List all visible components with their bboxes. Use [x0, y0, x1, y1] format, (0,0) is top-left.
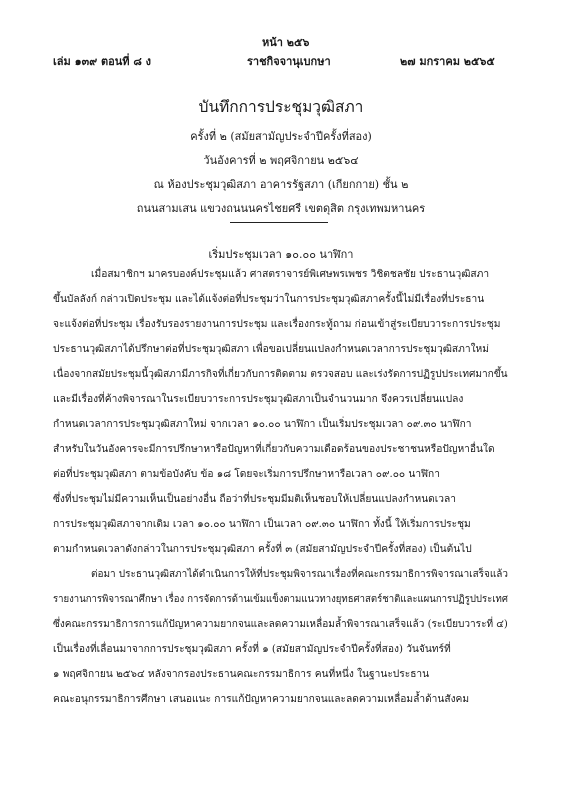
gazette-date: ๒๗ มกราคม ๒๕๖๕: [400, 55, 495, 68]
meeting-venue: ณ ห้องประชุมวุฒิสภา อาคารรัฐสภา (เกียกกาย) ชั้น ๒: [153, 178, 409, 191]
gazette-volume: เล่ม ๑๓๙ ตอนที่ ๘ ง: [53, 55, 152, 68]
paragraph-line: ซึ่งคณะกรรมาธิการการแก้ปัญหาความยากจนและลดความเหลื่อมล้ำพิจารณาเสร็จแล้ว (ระเบียบวาระที่ ๔): [53, 619, 508, 630]
meeting-date: วันอังคารที่ ๒ พฤศจิกายน ๒๕๖๔: [203, 154, 359, 167]
paragraph-line: ตามกำหนดเวลาดังกล่าวในการประชุมวุฒิสภา ครั้งที่ ๓ (สมัยสามัญประจำปีครั้งที่สอง) เป็นต้นไป: [53, 544, 472, 555]
session-line: ครั้งที่ ๒ (สมัยสามัญประจำปีครั้งที่สอง): [190, 130, 372, 143]
paragraph-line: การประชุมวุฒิสภาจากเดิม เวลา ๑๐.๐๐ นาฬิกา เป็นเวลา ๐๙.๓๐ นาฬิกา ทั้งนี้ ให้เริ่มการประชุม: [53, 519, 471, 530]
paragraph-line: สำหรับในวันอังคารจะมีการปรึกษาหารือปัญหาที่เกี่ยวกับความเดือดร้อนของประชาชนหรือปัญหาอื่นใด: [53, 444, 495, 455]
paragraph-line: ต่อที่ประชุมวุฒิสภา ตามข้อบังคับ ข้อ ๑๘ โดยจะเริ่มการปรึกษาหารือเวลา ๐๙.๐๐ นาฬิกา: [53, 469, 440, 480]
paragraph-line: เป็นเรื่องที่เลื่อนมาจากการประชุมวุฒิสภา ครั้งที่ ๑ (สมัยสามัญประจำปีครั้งที่สอง) วันจันทร์ที่: [53, 644, 451, 655]
paragraph-line: คณะอนุกรรมาธิการศึกษา เสนอแนะ การแก้ปัญหาความยากจนและลดความเหลื่อมล้ำด้านสังคม: [53, 694, 470, 705]
paragraph-line: เมื่อสมาชิกฯ มาครบองค์ประชุมแล้ว ศาสตราจารย์พิเศษพรเพชร วิชิตชลชัย ประธานวุฒิสภา: [91, 269, 490, 280]
paragraph-line: ขึ้นบัลลังก์ กล่าวเปิดประชุม และได้แจ้งต่อที่ประชุมว่าในการประชุมวุฒิสภาครั้งนี้ไม่มีเรื่องที่ประธาน: [53, 294, 485, 305]
page-number: หน้า ๒๕๖: [262, 36, 310, 49]
start-time: เริ่มประชุมเวลา ๑๐.๐๐ นาฬิกา: [208, 248, 354, 261]
paragraph-line: ประธานวุฒิสภาได้ปรึกษาต่อที่ประชุมวุฒิสภา เพื่อขอเปลี่ยนแปลงกำหนดเวลาการประชุมวุฒิสภาใหม่: [53, 344, 489, 355]
document-title: บันทึกการประชุมวุฒิสภา: [198, 98, 364, 116]
paragraph-line: ๑ พฤศจิกายน ๒๕๖๔ หลังจากรองประธานคณะกรรมาธิการ คนที่หนึ่ง ในฐานะประธาน: [53, 669, 430, 680]
venue-address: ถนนสามเสน แขวงถนนนครไชยศรี เขตดุสิต กรุงเทพมหานคร: [136, 202, 426, 215]
paragraph-line: ซึ่งที่ประชุมไม่มีความเห็นเป็นอย่างอื่น ถือว่าที่ประชุมมีมติเห็นชอบให้เปลี่ยนแปลงกำหนดเวลา: [53, 494, 456, 505]
paragraph-line: รายงานการพิจารณาศึกษา เรื่อง การจัดการด้านเข้มแข็งตามแนวทางยุทธศาสตร์ชาติและแผนการปฏิรูปประเทศ: [53, 594, 508, 605]
paragraph-line: กำหนดเวลาการประชุมวุฒิสภาใหม่ จากเวลา ๑๐.๐๐ นาฬิกา เป็นเริ่มประชุมเวลา ๐๙.๓๐ นาฬิกา: [53, 419, 472, 430]
title-divider: [230, 222, 328, 223]
paragraph-line: เนื่องจากสมัยประชุมนี้วุฒิสภามีภารกิจที่เกี่ยวกับการติดตาม ตรวจสอบ และเร่งรัดการปฏิรูปประเทศมากขึ้น: [53, 369, 508, 380]
gazette-publication: ราชกิจจานุเบกษา: [247, 55, 331, 68]
paragraph-line: และมีเรื่องที่ค้างพิจารณาในระเบียบวาระการประชุมวุฒิสภาเป็นจำนวนมาก จึงควรเปลี่ยนแปลง: [53, 394, 464, 405]
paragraph-line: ต่อมา ประธานวุฒิสภาได้ดำเนินการให้ที่ประชุมพิจารณาเรื่องที่คณะกรรมาธิการพิจารณาเสร็จแล้ว: [91, 569, 509, 580]
paragraph-line: จะแจ้งต่อที่ประชุม เรื่องรับรองรายงานการประชุม และเรื่องกระทู้ถาม ก่อนเข้าสู่ระเบียบวาระการประชุม: [53, 319, 501, 330]
